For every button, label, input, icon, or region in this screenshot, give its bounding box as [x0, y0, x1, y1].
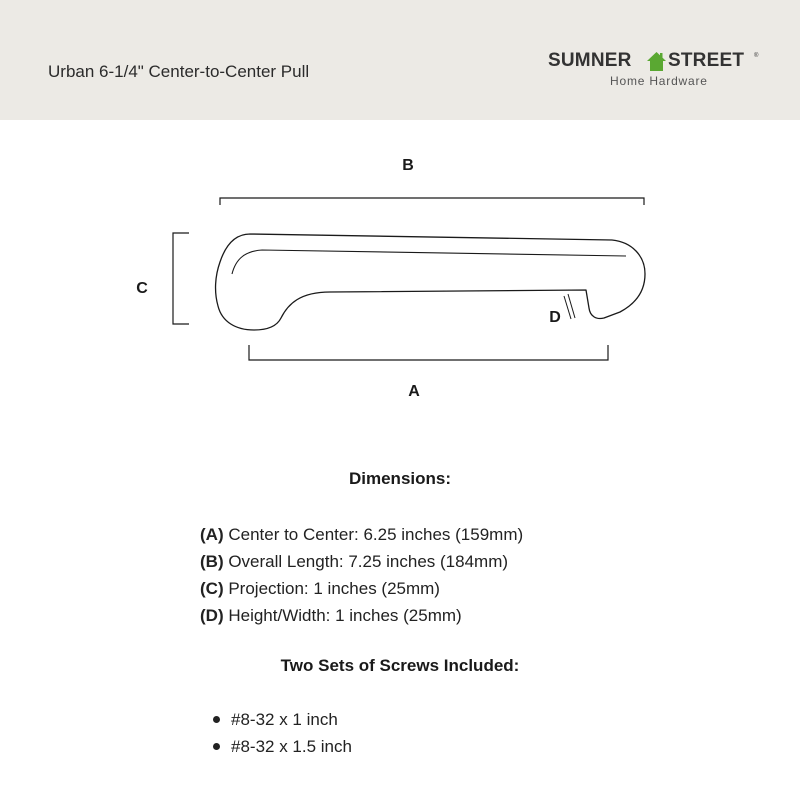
dimension-item-c — [200, 575, 523, 602]
dimension-a-bracket — [249, 345, 608, 360]
house-icon — [646, 51, 667, 72]
trademark-symbol: ® — [754, 53, 759, 59]
dimension-key: (B) — [200, 552, 224, 571]
dimension-b-label: B — [402, 157, 414, 174]
logo-word-street: STREET — [668, 50, 745, 71]
dimension-text: Overall Length: 7.25 inches (184mm) — [223, 552, 509, 571]
logo-subtitle: Home Hardware — [610, 74, 708, 88]
list-item — [213, 706, 352, 733]
bullet-icon — [213, 716, 220, 723]
dimensions-heading: Dimensions: — [348, 469, 452, 488]
dimension-c-label: C — [136, 280, 148, 297]
bullet-icon — [213, 743, 220, 750]
screw-spec: #8-32 x 1 inch — [231, 710, 338, 729]
dimensions-list — [200, 521, 523, 629]
header-banner — [0, 0, 800, 120]
pull-top-surface-line — [232, 250, 626, 274]
dimension-item-b — [200, 548, 523, 575]
dimension-d-line-2 — [568, 294, 575, 318]
pull-dimension-diagram — [0, 120, 800, 440]
screws-heading: Two Sets of Screws Included: — [280, 656, 520, 675]
dimension-text: Height/Width: 1 inches (25mm) — [223, 606, 462, 625]
dimension-text: Center to Center: 6.25 inches (159mm) — [223, 525, 524, 544]
dimension-key: (D) — [200, 606, 224, 625]
dimension-b-bracket — [220, 198, 644, 205]
dimension-d-label: D — [549, 309, 561, 326]
dimension-c-bracket — [173, 233, 189, 324]
screws-list — [213, 706, 352, 760]
dimension-item-a — [200, 521, 523, 548]
dimension-item-d — [200, 602, 523, 629]
dimension-key: (C) — [200, 579, 224, 598]
cabinet-pull-outline — [216, 234, 645, 330]
dimension-text: Projection: 1 inches (25mm) — [223, 579, 440, 598]
brand-logo — [546, 50, 766, 98]
dimension-key: (A) — [200, 525, 224, 544]
list-item — [213, 733, 352, 760]
screw-spec: #8-32 x 1.5 inch — [231, 737, 352, 756]
dimension-a-label: A — [408, 383, 420, 400]
product-title: Urban 6-1/4" Center-to-Center Pull — [48, 62, 310, 81]
logo-word-sumner: SUMNER — [548, 50, 632, 71]
